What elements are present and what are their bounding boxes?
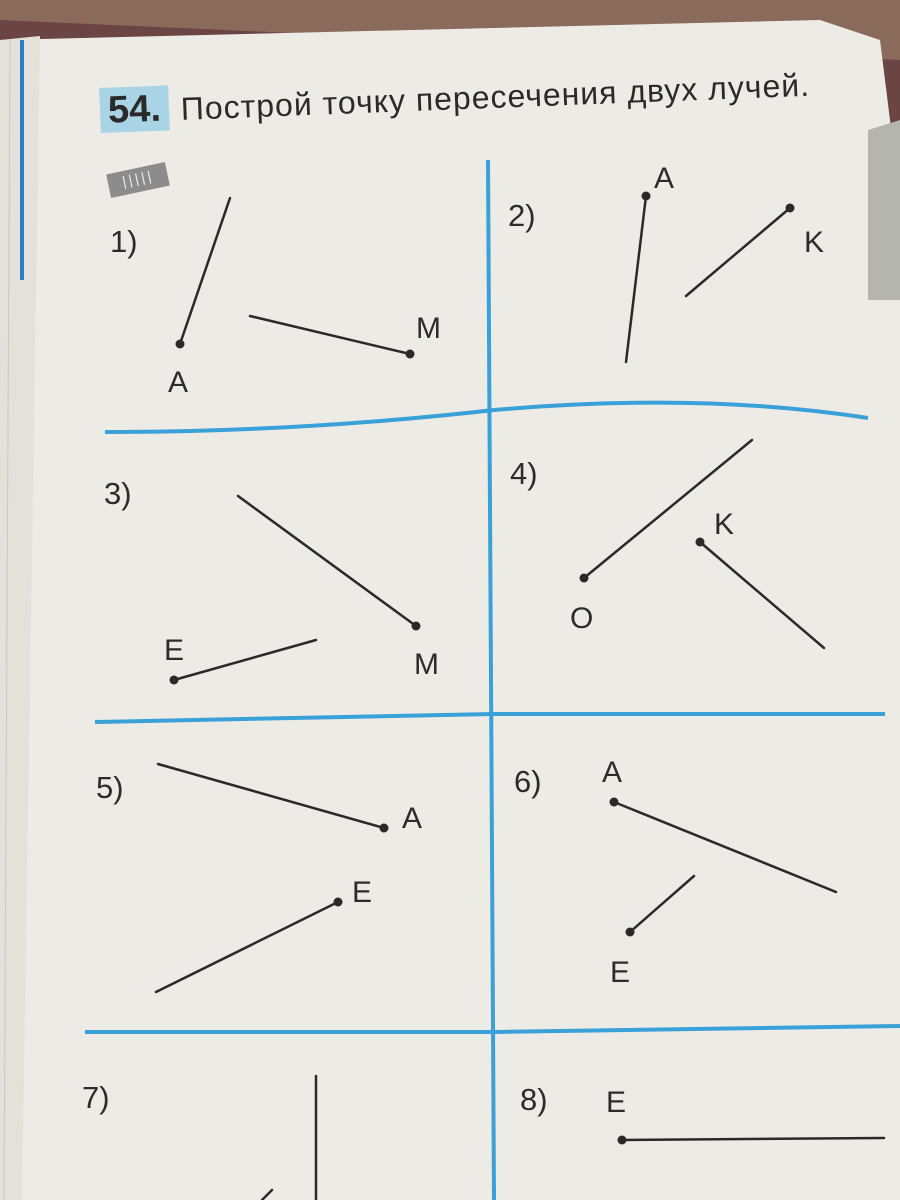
point-label-3-e: E: [164, 634, 185, 667]
point-label-5-e: E: [352, 876, 373, 909]
point-label-2-a: A: [654, 162, 675, 195]
point-2-k: [786, 204, 795, 213]
point-label-1-a: A: [168, 366, 189, 399]
exercise-number-7: 7): [82, 1080, 110, 1115]
point-label-1-m: M: [416, 312, 441, 345]
point-6-a: [610, 798, 619, 807]
exercise-number-4: 4): [510, 456, 538, 491]
point-label-5-a: A: [402, 802, 423, 835]
point-label-3-m: M: [414, 648, 439, 681]
point-1-m: [406, 350, 415, 359]
exercise-number-8: 8): [520, 1082, 548, 1117]
point-4-o: [580, 574, 589, 583]
point-3-m: [412, 622, 421, 631]
point-5-e: [334, 898, 343, 907]
exercise-number-3: 3): [104, 476, 132, 511]
point-5-a: [380, 824, 389, 833]
task-title: Построй точку пересечения двух лучей.: [180, 66, 811, 127]
task-number: 54.: [99, 85, 170, 133]
ruler-icon: |||||: [106, 162, 170, 198]
exercise-number-6: 6): [514, 764, 542, 799]
point-label-2-k: K: [804, 226, 825, 259]
exercise-number-5: 5): [96, 770, 124, 805]
point-label-4-o: O: [570, 602, 594, 635]
exercise-number-2: 2): [508, 198, 536, 233]
point-3-e: [170, 676, 179, 685]
point-2-a: [642, 192, 651, 201]
point-label-6-a: A: [602, 756, 623, 789]
point-label-6-e: E: [610, 956, 631, 989]
exercise-number-1: 1): [110, 224, 138, 259]
point-8-e: [618, 1136, 627, 1145]
point-6-e: [626, 928, 635, 937]
point-4-k: [696, 538, 705, 547]
point-1-a: [176, 340, 185, 349]
point-label-4-k: K: [714, 508, 735, 541]
point-label-8-e: E: [606, 1086, 627, 1119]
